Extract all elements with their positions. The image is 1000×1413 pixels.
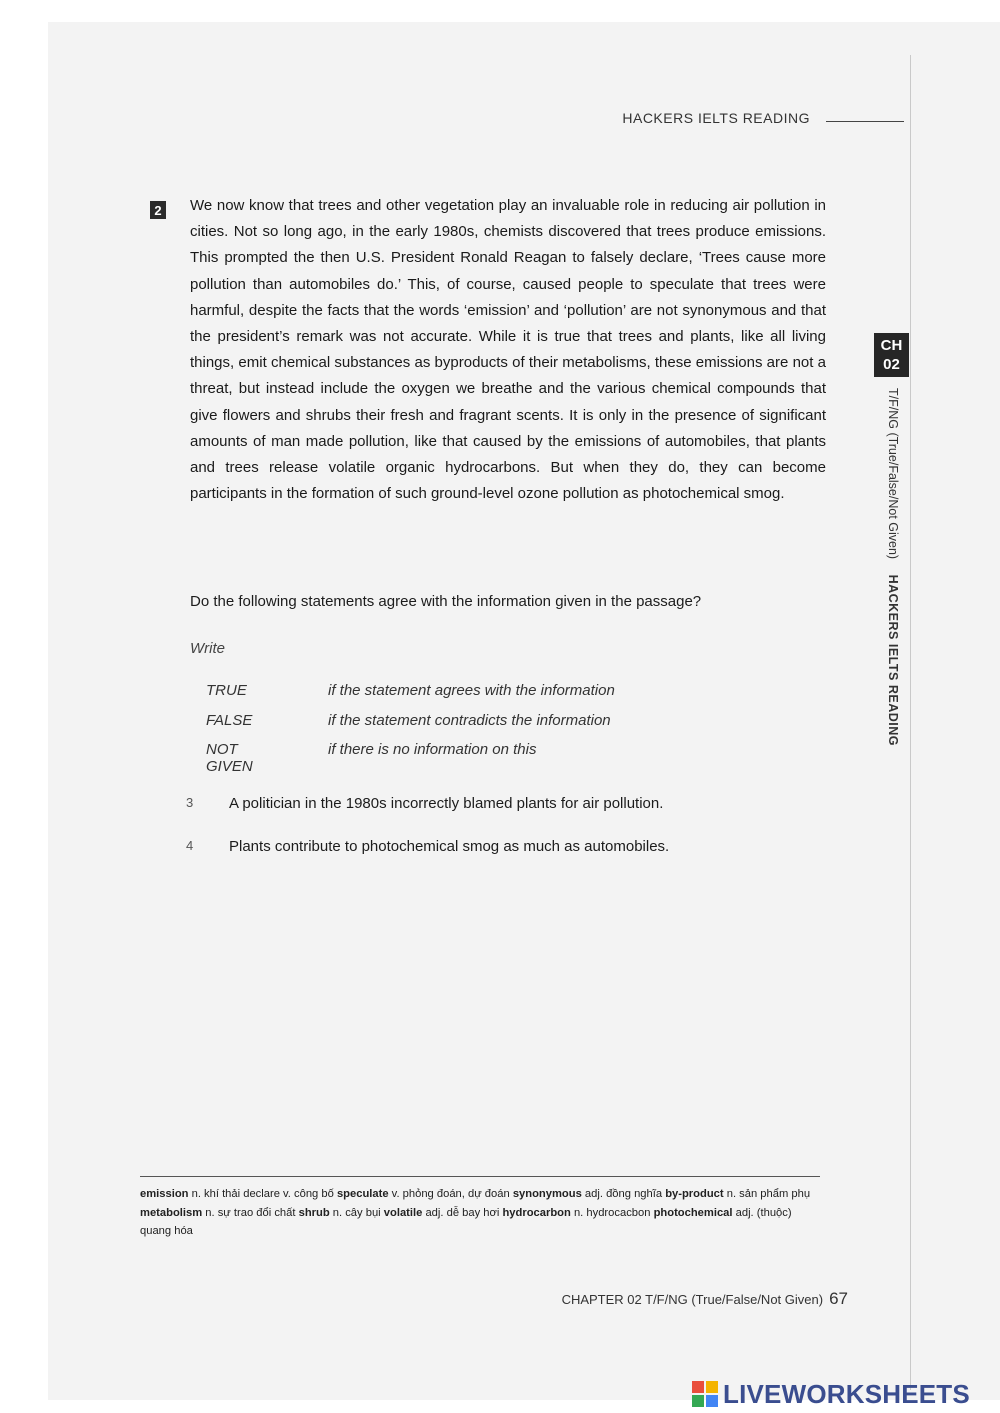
vocab-meaning: v. phỏng đoán, dự đoán xyxy=(388,1188,513,1200)
vocab-term: emission xyxy=(140,1188,189,1200)
vocab-term: declare xyxy=(243,1188,280,1200)
chapter-tab xyxy=(874,333,909,377)
liveworksheets-logo[interactable] xyxy=(692,1378,970,1410)
logo-square xyxy=(706,1395,718,1407)
vocab-term: shrub xyxy=(298,1206,330,1219)
legend-definition: if the statement agrees with the information xyxy=(328,682,615,699)
page-number: 67 xyxy=(829,1289,848,1308)
vocab-meaning: n. khí thải xyxy=(188,1188,244,1200)
vocab-term: photochemical xyxy=(653,1206,733,1219)
legend-definition: if there is no information on this xyxy=(328,741,537,758)
footnote-rule xyxy=(140,1176,820,1177)
write-label: Write xyxy=(190,640,225,657)
vocabulary-footnote xyxy=(140,1185,822,1241)
liveworksheets-logo-icon xyxy=(692,1381,718,1407)
vocab-term: metabolism xyxy=(140,1206,203,1219)
legend-term: NOT GIVEN xyxy=(206,741,253,775)
vocab-term: volatile xyxy=(383,1206,423,1219)
side-book-title: HACKERS IELTS READING xyxy=(886,574,900,746)
vocab-meaning: n. sản phẩm phụ xyxy=(723,1188,811,1200)
legend-definition: if the statement contradicts the information xyxy=(328,711,611,729)
vocab-term: synonymous xyxy=(512,1188,582,1200)
header-rule xyxy=(826,121,904,122)
vocab-meaning: n. hydrocacbon xyxy=(570,1206,654,1219)
legend-term: FALSE xyxy=(206,711,253,729)
logo-square xyxy=(706,1381,718,1393)
vocab-meaning: adj. (thuộc) quang hóa xyxy=(140,1206,792,1237)
logo-square xyxy=(692,1395,704,1407)
page-footer xyxy=(480,1289,848,1309)
legend-term: TRUE xyxy=(206,682,247,699)
vocab-meaning: adj. dễ bay hơi xyxy=(422,1206,503,1219)
vocab-meaning: adj. đồng nghĩa xyxy=(581,1188,666,1200)
paragraph-marker: 2 xyxy=(150,201,166,219)
question-number: 4 xyxy=(186,838,194,853)
vocab-term: speculate xyxy=(336,1188,389,1200)
passage-text: We now know that trees and other vegetation play an invaluable role in reducing air pollution in cities. Not so long ago, in the early 1980s, chemists discovered that trees produce emissions. This prompted the then U.S. President Ronald Reagan to falsely declare, ‘Trees cause more pollution than automobiles do.’ This, of course, caused people to speculate that trees were harmful, despite the facts that the words ‘emission’ and ‘pollution’ are not synonymous and that the president’s remark was not accurate. While it is true that trees and plants, like all living things, emit chemical substances as byproducts of their metabolisms, these emissions are not a threat, but instead include the oxygen we breathe and the various chemical compounds that give flowers and shrubs their fresh and fragrant scents. It is only in the presence of significant amounts of man made pollution, like that caused by the emissions of automobiles, that plants and trees release volatile organic hydrocarbons. But when they do, they can become participants in the formation of such ground-level ozone pollution as photochemical smog. xyxy=(190,197,826,503)
vocab-meaning: v. công bố xyxy=(279,1188,337,1200)
chapter-tab-number: 02 xyxy=(883,356,900,373)
liveworksheets-logo-text: LIVEWORKSHEETS xyxy=(723,1378,970,1409)
vocab-term: hydrocarbon xyxy=(502,1206,571,1219)
logo-square xyxy=(692,1381,704,1393)
question-instruction: Do the following statements agree with the information given in the passage? xyxy=(190,593,702,610)
question-number: 3 xyxy=(186,795,194,810)
running-header: HACKERS IELTS READING xyxy=(622,110,810,126)
vocab-meaning: n. sự trao đổi chất xyxy=(202,1206,299,1219)
footer-chapter: CHAPTER 02 T/F/NG (True/False/Not Given) xyxy=(561,1292,824,1307)
page-edge-divider xyxy=(910,55,911,1390)
vocab-term: by-product xyxy=(665,1188,724,1200)
chapter-tab-label: CH xyxy=(880,337,903,354)
question-text: Plants contribute to photochemical smog as much as automobiles. xyxy=(229,838,670,855)
side-vertical-text xyxy=(886,388,900,746)
side-chapter-title: T/F/NG (True/False/Not Given) xyxy=(886,388,900,560)
vocab-meaning: n. cây bụi xyxy=(329,1206,384,1219)
question-text: A politician in the 1980s incorrectly blamed plants for air pollution. xyxy=(229,795,664,812)
